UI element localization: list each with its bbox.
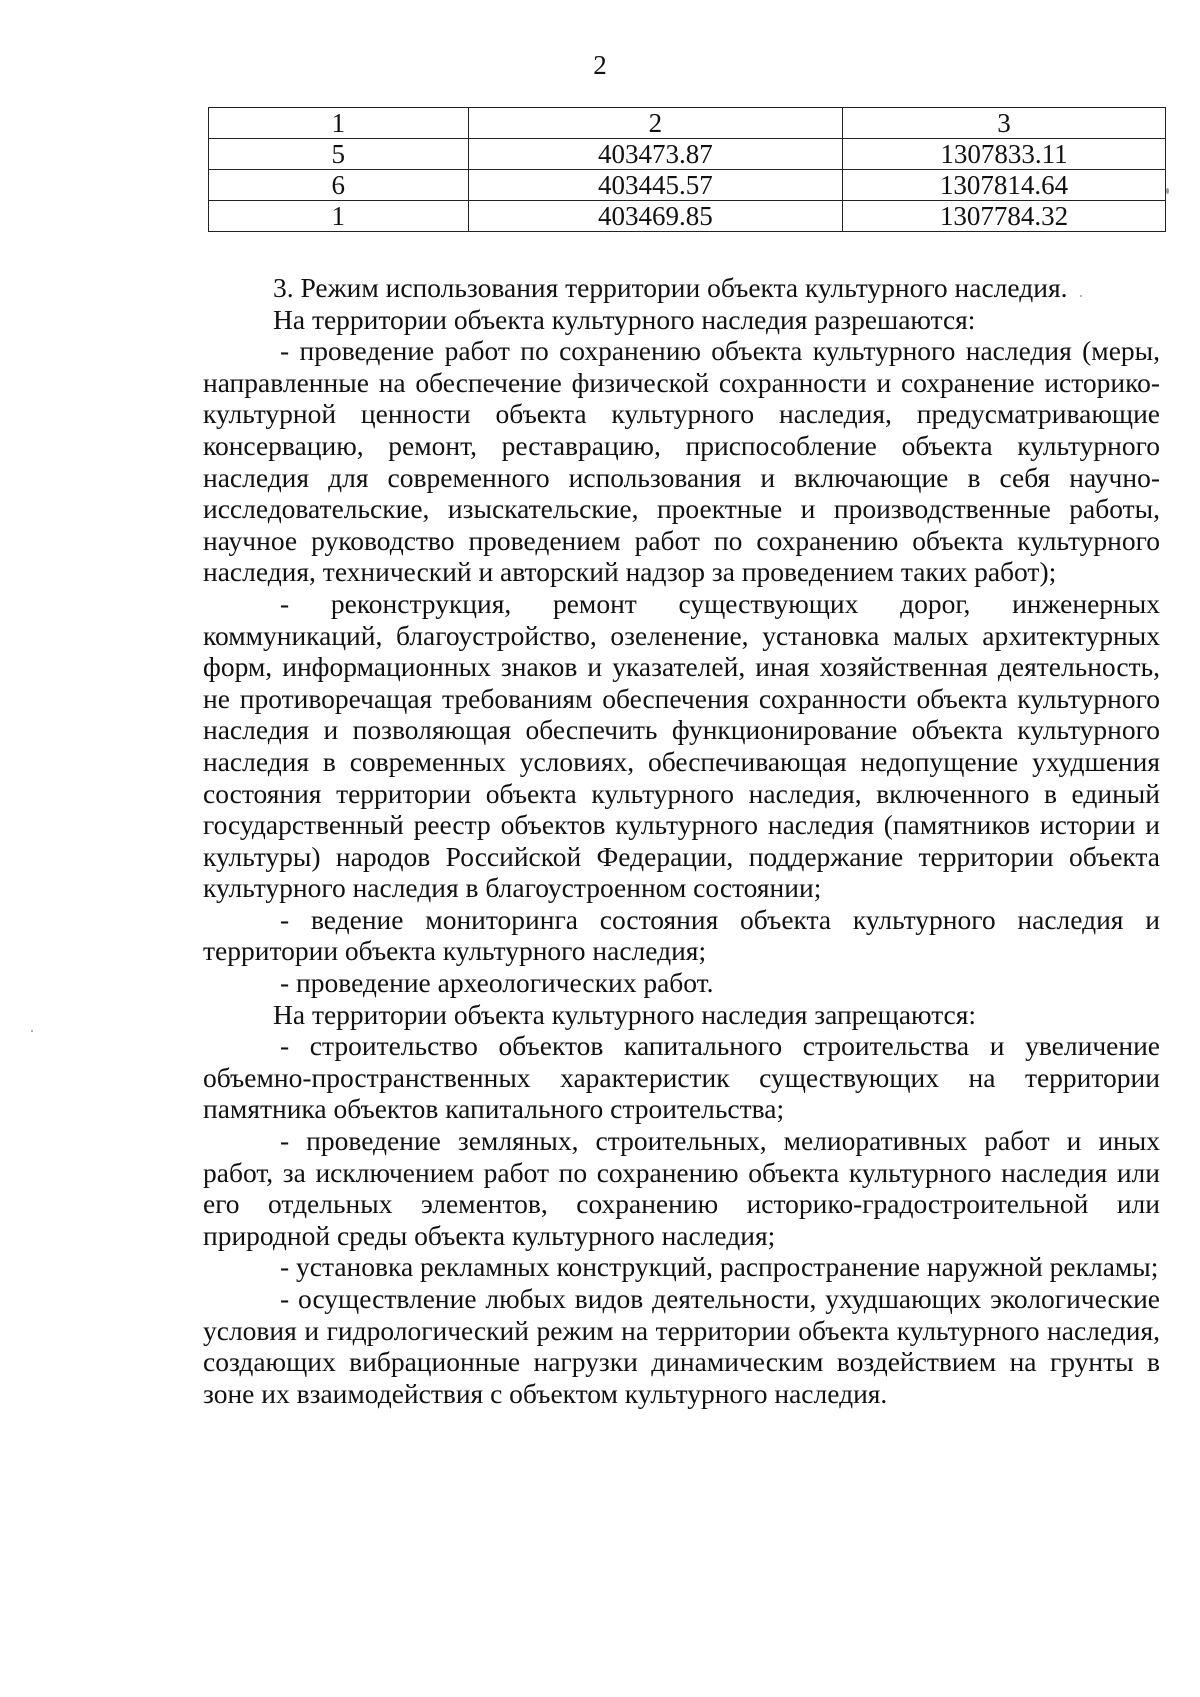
x-coordinate-cell: 403473.87	[468, 139, 843, 170]
prohibited-item: - установка рекламных конструкций, распространение наружной рекламы;	[280, 1251, 1159, 1283]
x-coordinate-cell: 403469.85	[468, 201, 843, 232]
coordinates-table	[208, 107, 1166, 232]
y-coordinate-cell: 1307784.32	[843, 201, 1166, 232]
section-title: 3. Режим использования территории объекта культурного наследия.	[273, 272, 1068, 303]
table-header-row	[209, 108, 1166, 139]
point-number-cell: 1	[209, 201, 469, 232]
scan-speck	[1166, 188, 1169, 194]
allowed-item: - реконструкция, ремонт существующих дорог, инженерных коммуникаций, благоустройство, озеленение, установка малых архитектурных форм, информационных знаков и указателей, иная хозяйственная деятельность, не противоречащая требованиям обеспечения сохранности объекта культурного наследия и позволяющая обеспечить функционирование объекта культурного наследия в современных условиях, обеспечивающая недопущение ухудшения состояния территории объекта культурного наследия, включенного в единый государственный реестр объектов культурного наследия (памятников истории и культуры) народов Российской Федерации, поддержание территории объекта культурного наследия в благоустроенном состоянии;	[203, 587, 1160, 904]
table-row	[209, 201, 1166, 232]
prohibited-item: - строительство объектов капитального строительства и увеличение объемно-пространственных характеристик существующих на территории памятника объектов капитального строительства;	[203, 1030, 1160, 1125]
prohibited-intro: На территории объекта культурного наследия запрещаются:	[273, 998, 977, 1030]
table-header-cell: 3	[843, 108, 1166, 139]
y-coordinate-cell: 1307833.11	[843, 139, 1166, 170]
x-coordinate-cell: 403445.57	[468, 170, 843, 201]
table-row	[209, 139, 1166, 170]
point-number-cell: 6	[209, 170, 469, 201]
prohibited-item: - осуществление любых видов деятельности, ухудшающих экологические условия и гидрологический режим на территории объекта культурного наследия, создающих вибрационные нагрузки динамическим воздействием на грунты в зоне их взаимодействия с объектом культурного наследия.	[203, 1283, 1160, 1409]
scan-speck	[31, 1030, 33, 1032]
allowed-item: - проведение археологических работ.	[280, 967, 714, 999]
page-number: 2	[593, 50, 607, 80]
table-header-cell: 2	[468, 108, 843, 139]
allowed-item: - проведение работ по сохранению объекта культурного наследия (меры, направленные на обеспечение физической сохранности и сохранение историко-культурной ценности объекта культурного наследия, предусматривающие консервацию, ремонт, реставрацию, приспособление объекта культурного наследия для современного использования и включающие в себя научно-исследовательские, изыскательские, проектные и производственные работы, научное руководство проведением работ по сохранению объекта культурного наследия, технический и авторский надзор за проведением таких работ);	[203, 335, 1160, 588]
table-header-cell: 1	[209, 108, 469, 139]
y-coordinate-cell: 1307814.64	[843, 170, 1166, 201]
document-body	[203, 272, 1160, 1409]
allowed-item: - ведение мониторинга состояния объекта культурного наследия и территории объекта культурного наследия;	[203, 903, 1160, 967]
allowed-intro: На территории объекта культурного наследия разрешаются:	[273, 303, 976, 335]
prohibited-item: - проведение земляных, строительных, мелиоративных работ и иных работ, за исключением работ по сохранению объекта культурного наследия или его отдельных элементов, сохранению историко-градостроительной или природной среды объекта культурного наследия;	[203, 1125, 1160, 1251]
table-row	[209, 170, 1166, 201]
point-number-cell: 5	[209, 139, 469, 170]
scan-speck	[1080, 295, 1082, 297]
